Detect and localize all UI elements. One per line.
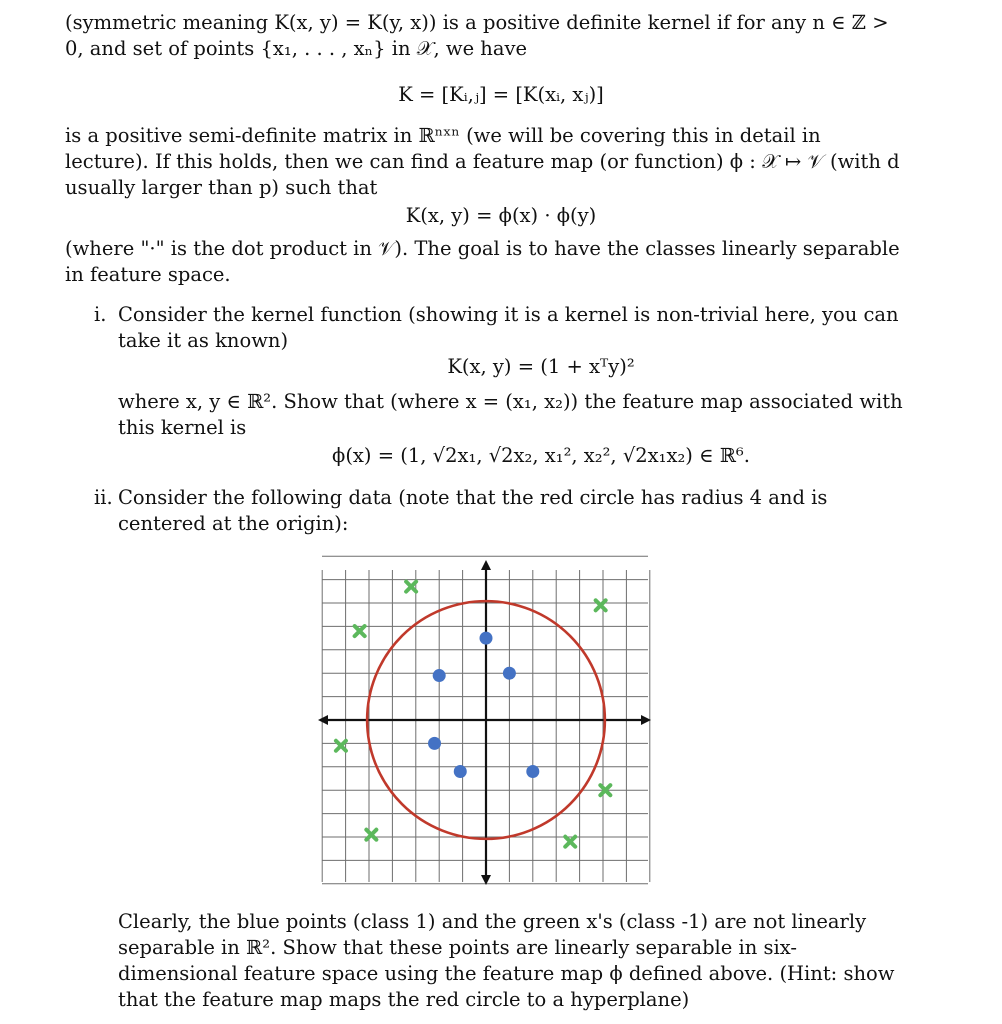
- y-axis-arrow-up: [481, 560, 491, 570]
- data-points: [336, 582, 610, 847]
- kernel-equation: K(x, y) = (1 + xᵀy)²: [447, 355, 635, 378]
- feature-map-equation: K(x, y) = ϕ(x) · ϕ(y): [405, 204, 597, 227]
- scatter-plot: [318, 550, 654, 890]
- green-x-point: [565, 837, 575, 847]
- psd-paragraph: is a positive semi-definite matrix in ℝⁿˣⁿ (we will be covering this in detail in lecture). If this holds, then we can find a feature map (or function) ϕ : 𝒳 ↦ 𝒱 (with d usually larger than p) such that: [65, 124, 900, 199]
- green-x-point: [366, 830, 376, 840]
- green-x-point: [355, 626, 365, 636]
- blue-point: [480, 632, 493, 645]
- green-x-point: [596, 600, 606, 610]
- item-ii-text: Consider the following data (note that the red circle has radius 4 and is centered at the origin):: [118, 486, 828, 535]
- blue-point: [454, 765, 467, 778]
- blue-point: [433, 669, 446, 682]
- item-i-text: Consider the kernel function (showing it is a kernel is non-trivial here, you can take it as known): [118, 303, 899, 352]
- x-axis-arrow-left: [318, 715, 328, 725]
- dot-product-paragraph: (where "·" is the dot product in 𝒱). The goal is to have the classes linearly separable in feature space.: [65, 237, 900, 286]
- item-ii-label: ii.: [94, 486, 113, 509]
- blue-point: [526, 765, 539, 778]
- green-x-point: [406, 582, 416, 592]
- gram-matrix-equation: K = [Kᵢ,ⱼ] = [K(xᵢ, xⱼ)]: [398, 83, 604, 106]
- item-ii-closing-text: Clearly, the blue points (class 1) and the green x's (class -1) are not linearly separable in ℝ². Show that these points are linearly separable in six-dimensional feature space using the feature map ϕ defined above. (Hint: show that the feature map maps the red circle to a hyperplane): [118, 910, 895, 1011]
- item-i-text-2: where x, y ∈ ℝ². Show that (where x = (x₁, x₂)) the feature map associated with this kernel is: [118, 390, 903, 439]
- item-i-label: i.: [94, 303, 107, 326]
- blue-point: [428, 737, 441, 750]
- blue-point: [503, 667, 516, 680]
- feature-map-phi-equation: ϕ(x) = (1, √2x₁, √2x₂, x₁², x₂², √2x₁x₂) ∈ ℝ⁶.: [332, 444, 750, 467]
- green-x-point: [336, 741, 346, 751]
- intro-paragraph: (symmetric meaning K(x, y) = K(y, x)) is a positive definite kernel if for any n ∈ ℤ > 0, and set of points {x₁, . . . , xₙ} in 𝒳, we have: [65, 11, 889, 60]
